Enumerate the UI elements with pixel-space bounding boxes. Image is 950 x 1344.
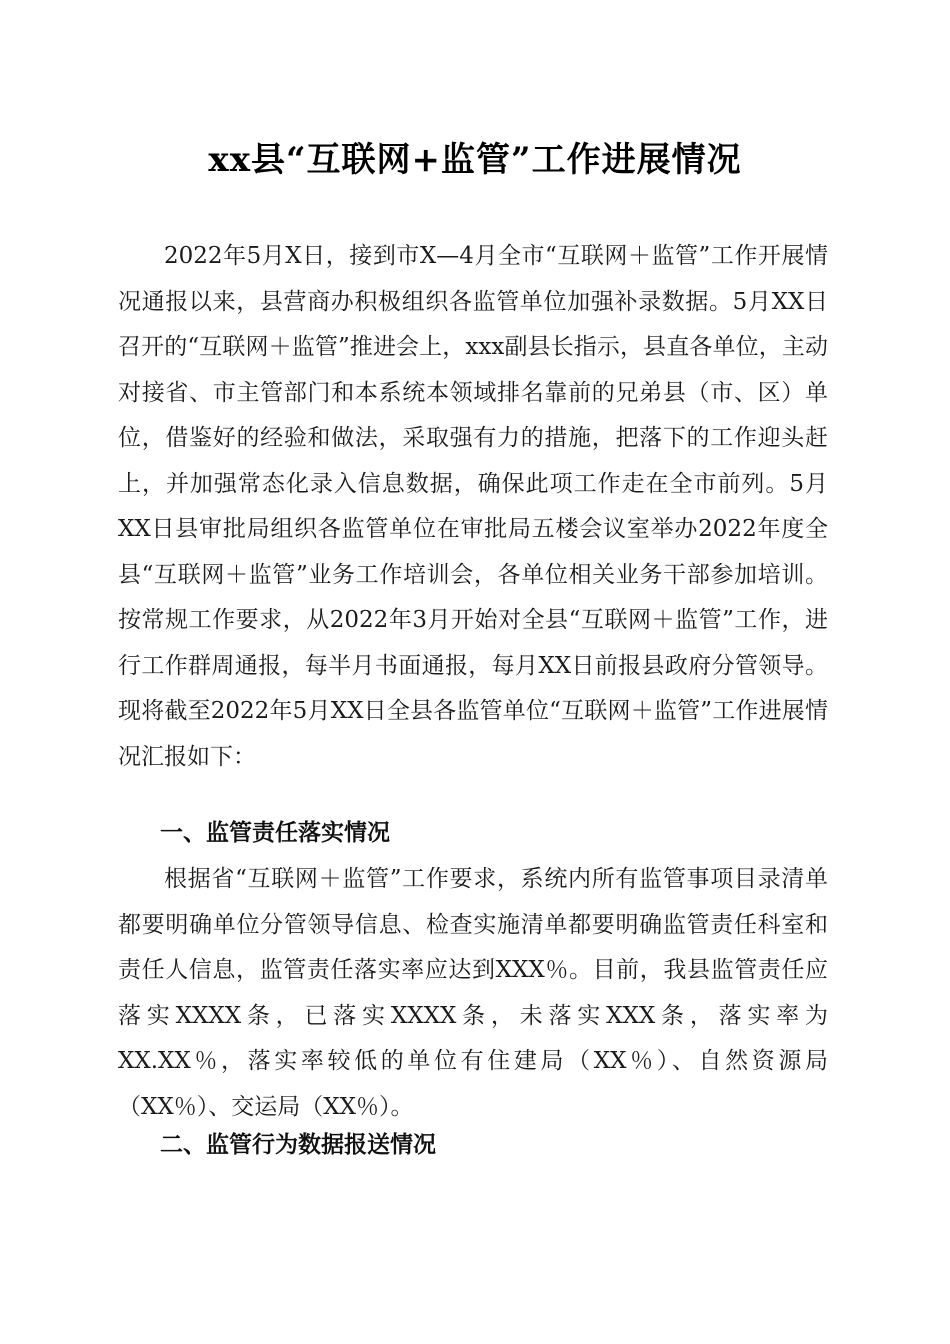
- document-title: xx县“互联网+监管”工作进展情况: [208, 140, 742, 180]
- section-1-paragraph: 根据省“互联网＋监管”工作要求，系统内所有监管事项目录清单都要明确单位分管领导信息、检查实施清单都要明确监管责任科室和责任人信息，监管责任落实率应达到XXX％。目前，我县监管责任应落实XXXX条，已落实XXXX条，未落实XXX条，落实率为XX.XX％，落实率较低的单位有住建局（XX％）、自然资源局（XX％）、交运局（XX％）。: [118, 866, 828, 1120]
- intro-paragraph-container: [118, 234, 828, 780]
- section-heading-2: 二、监管行为数据报送情况: [160, 1132, 436, 1158]
- section-1-paragraph-container: [118, 857, 828, 1130]
- section-heading-1: 一、监管责任落实情况: [160, 820, 390, 846]
- intro-paragraph: 2022年5月X日，接到市X—4月全市“互联网＋监管”工作开展情况通报以来，县营商办积极组织各监管单位加强补录数据。5月XX日召开的“互联网＋监管”推进会上，xxx副县长指示，县直各单位，主动对接省、市主管部门和本系统本领域排名靠前的兄弟县（市、区）单位，借鉴好的经验和做法，采取强有力的措施，把落下的工作迎头赶上，并加强常态化录入信息数据，确保此项工作走在全市前列。5月XX日县审批局组织各监管单位在审批局五楼会议室举办2022年度全县“互联网＋监管”业务工作培训会，各单位相关业务干部参加培训。按常规工作要求，从2022年3月开始对全县“互联网＋监管”工作，进行工作群周通报，每半月书面通报，每月XX日前报县政府分管领导。现将截至2022年5月XX日全县各监管单位“互联网＋监管”工作进展情况汇报如下：: [118, 243, 828, 770]
